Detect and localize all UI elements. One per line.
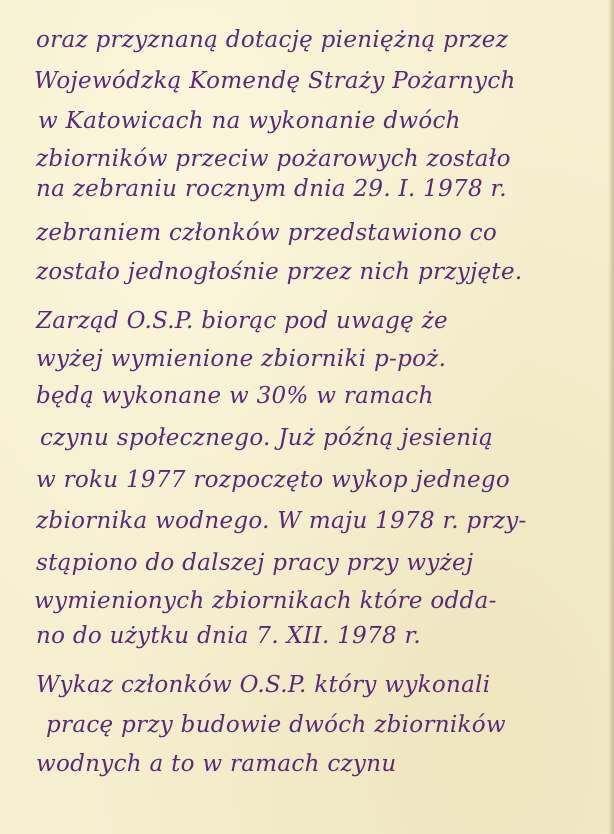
text-line: będą wykonane w 30% w ramach	[36, 383, 434, 409]
text-line: w roku 1977 rozpoczęto wykop jednego	[36, 467, 511, 493]
text-line: wyżej wymienione zbiorniki p-poż.	[36, 346, 447, 372]
page-edge-shadow	[608, 0, 614, 834]
text-line: no do użytku dnia 7. XII. 1978 r.	[36, 623, 421, 649]
text-line: Zarząd O.S.P. biorąc pod uwagę że	[36, 308, 448, 334]
text-line: pracę przy budowie dwóch zbiorników	[46, 712, 506, 738]
text-line: czynu społecznego. Już późną jesienią	[40, 425, 494, 451]
text-line: stąpiono do dalszej pracy przy wyżej	[36, 550, 474, 576]
text-line: zbiornika wodnego. W maju 1978 r. przy-	[36, 508, 527, 534]
text-line: Wojewódzką Komendę Straży Pożarnych	[34, 68, 516, 94]
text-line: wymienionych zbiornikach które odda-	[34, 588, 497, 614]
text-line: Wykaz członków O.S.P. który wykonali	[36, 672, 491, 698]
text-line: zostało jednogłośnie przez nich przyjęte.	[36, 259, 523, 285]
text-line: oraz przyznaną dotację pieniężną przez	[36, 27, 509, 53]
text-line: na zebraniu rocznym dnia 29. I. 1978 r.	[36, 176, 507, 202]
text-line: zebraniem członków przedstawiono co	[36, 220, 497, 246]
text-line: zbiorników przeciw pożarowych zostało	[36, 146, 511, 172]
text-line: w Katowicach na wykonanie dwóch	[38, 108, 461, 134]
text-line: wodnych a to w ramach czynu	[36, 751, 397, 777]
